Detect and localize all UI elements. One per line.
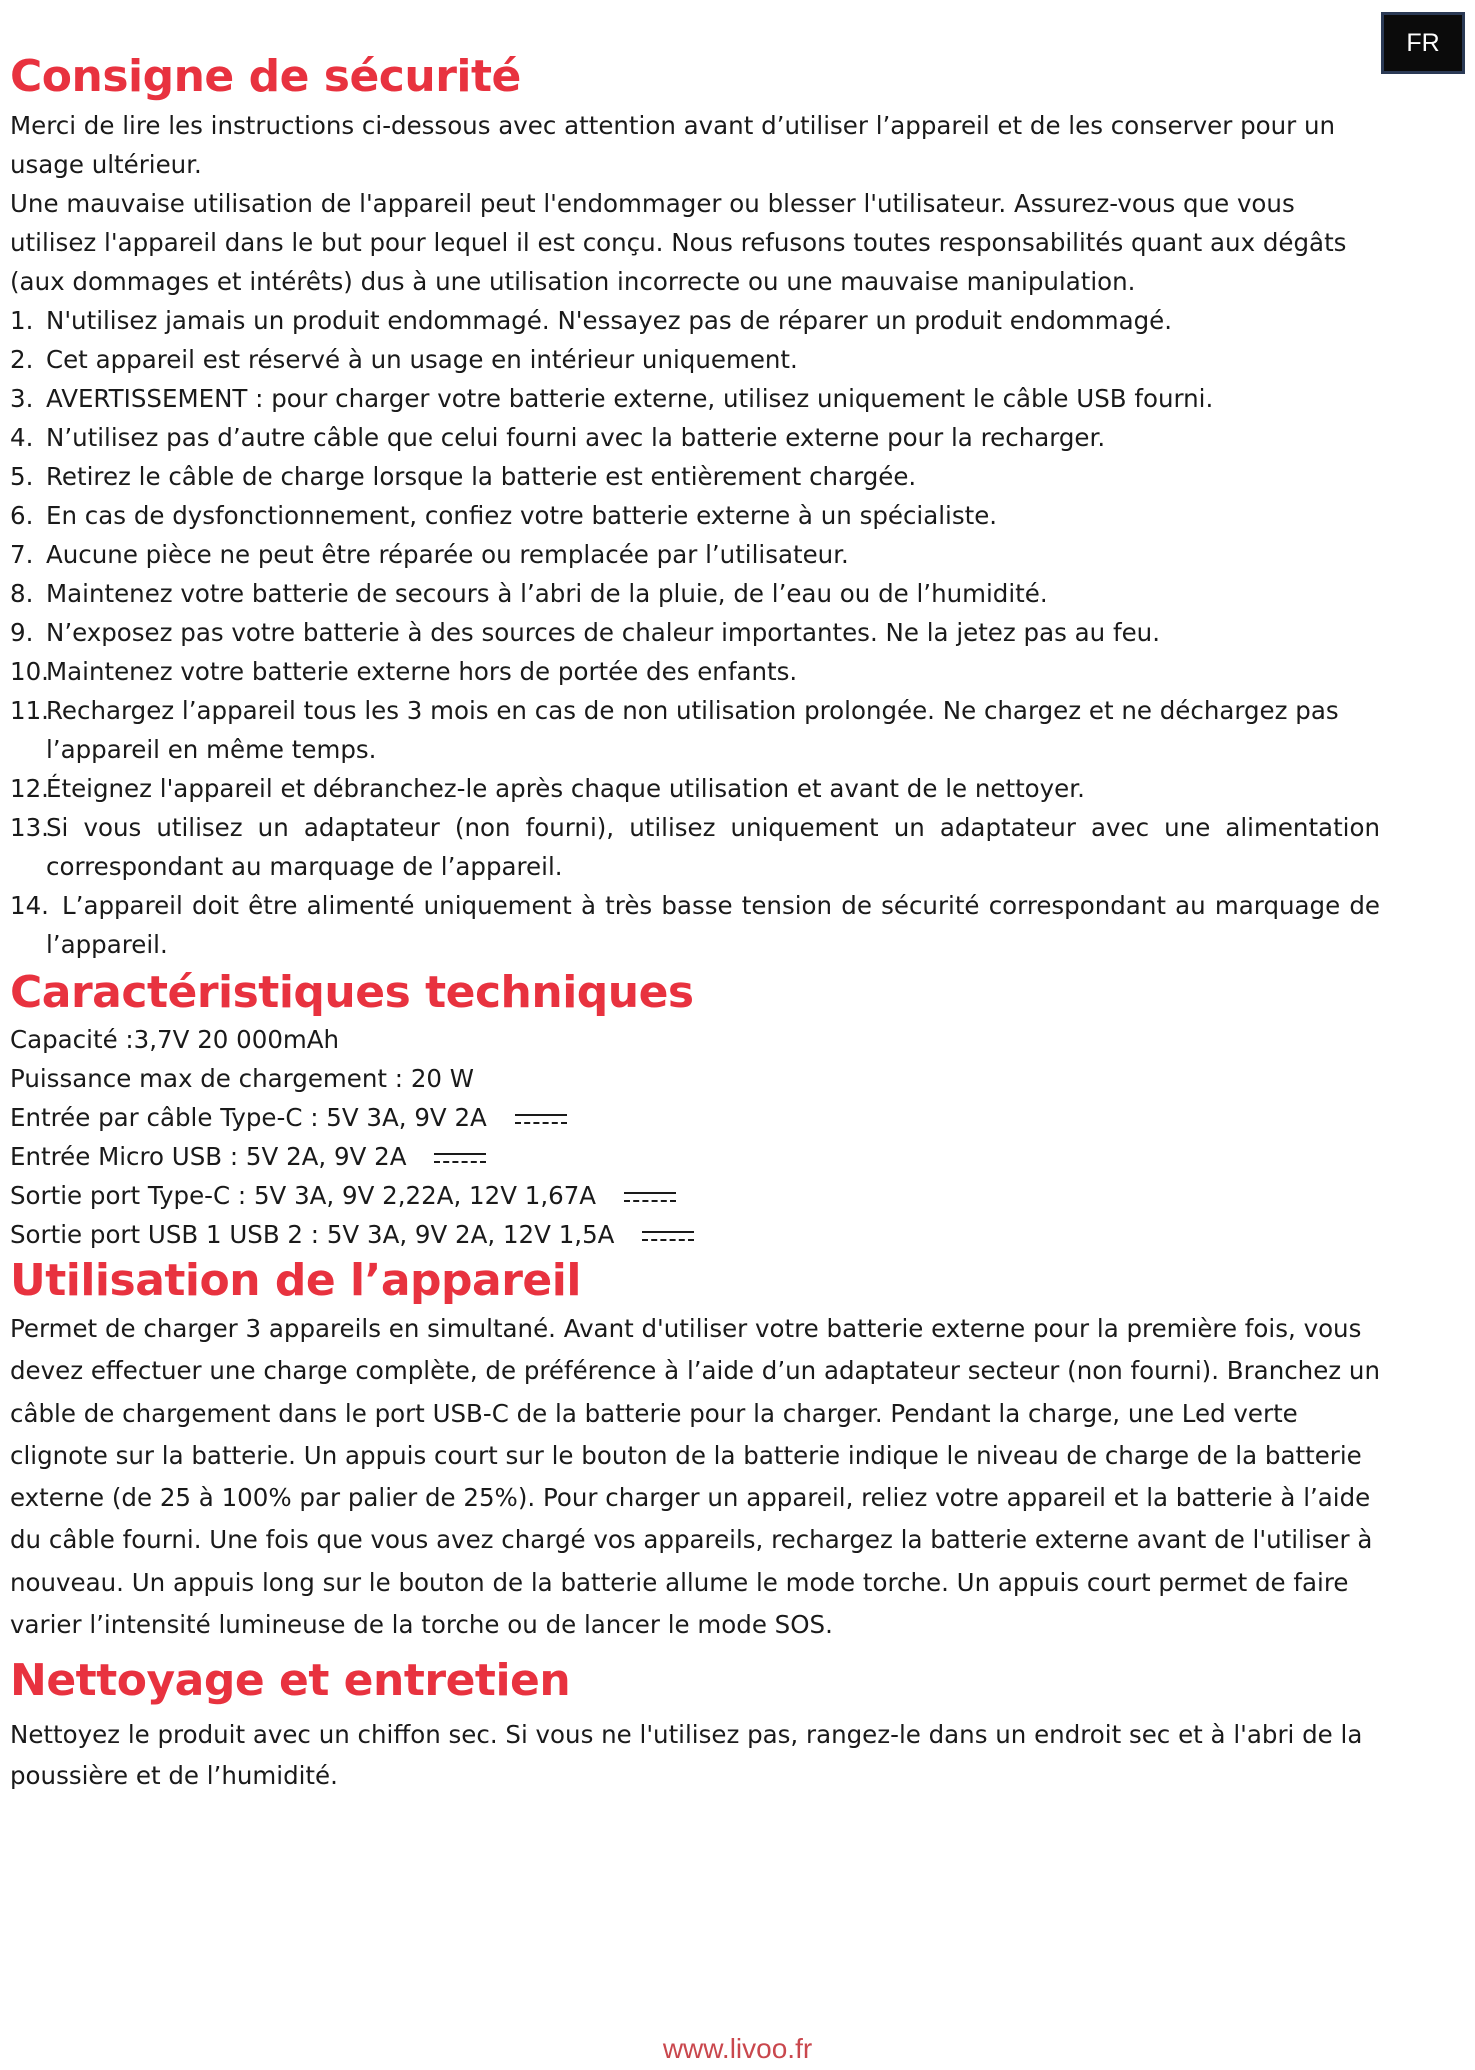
dc-symbol-icon [515, 1112, 567, 1126]
safety-rule: 14. L’appareil doit être alimenté uniquement à très basse tension de sécurité correspondant au marquage de l’appareil. [10, 891, 1380, 959]
care-section [10, 1654, 1380, 1796]
safety-rule: 7. Aucune pièce ne peut être réparée ou remplacée par l’utilisateur. [10, 540, 849, 569]
safety-rule: 2. Cet appareil est réservé à un usage en intérieur uniquement. [10, 345, 798, 374]
spec-row: Entrée Micro USB : 5V 2A, 9V 2A [10, 1137, 1380, 1176]
usage-section [10, 1254, 1380, 1646]
dc-symbol-icon [642, 1229, 694, 1243]
spec-row: Entrée par câble Type-C : 5V 3A, 9V 2A [10, 1098, 1380, 1137]
safety-rule: 8. Maintenez votre batterie de secours à l’abri de la pluie, de l’eau ou de l’humidité. [10, 579, 1048, 608]
specs-title: Caractéristiques techniques [10, 967, 694, 1018]
safety-intro-1: Merci de lire les instructions ci-dessous avec attention avant d’utiliser l’appareil et de les conserver pour un usage ultérieur. [10, 111, 1336, 179]
usage-title: Utilisation de l’appareil [10, 1255, 581, 1306]
safety-title: Consigne de sécurité [10, 51, 521, 102]
spec-row: Sortie port Type-C : 5V 3A, 9V 2,22A, 12V 1,67A [10, 1176, 1380, 1215]
safety-rule: 11.Rechargez l’appareil tous les 3 mois en cas de non utilisation prolongée. Ne chargez et ne déchargez pas l’appareil en même temps. [10, 696, 1339, 764]
document-body [10, 50, 1380, 1796]
spec-row: Capacité :3,7V 20 000mAh [10, 1025, 340, 1054]
dc-symbol-icon [434, 1151, 486, 1165]
safety-intro-2: Une mauvaise utilisation de l'appareil peut l'endommager ou blesser l'utilisateur. Assurez-vous que vous utilisez l'appareil dans le but pour lequel il est conçu. Nous refusons toutes responsabilités quant aux dégâts (aux dommages et intérêts) dus à une utilisation incorrecte ou une mauvaise manipulation. [10, 189, 1347, 296]
language-badge: FR [1381, 12, 1465, 74]
safety-rule: 13.Si vous utilisez un adaptateur (non fourni), utilisez uniquement un adaptateur avec une alimentation correspondant au marquage de l’appareil. [10, 813, 1380, 881]
usage-body: Permet de charger 3 appareils en simultané. Avant d'utiliser votre batterie externe pour la première fois, vous devez effectuer une charge complète, de préférence à l’aide d’un adaptateur secteur (non fourni). Branchez un câble de chargement dans le port USB-C de la batterie pour la charger. Pendant la charge, une Led verte clignote sur la batterie. Un appuis court sur le bouton de la batterie indique le niveau de charge de la batterie externe (de 25 à 100% par palier de 25%). Pour charger un appareil, reliez votre appareil et la batterie à l’aide du câble fourni. Une fois que vous avez chargé vos appareils, rechargez la batterie externe avant de l'utiliser à nouveau. Un appuis long sur le bouton de la batterie allume le mode torche. Un appuis court permet de faire varier l’intensité lumineuse de la torche ou de lancer le mode SOS. [10, 1314, 1380, 1640]
dc-symbol-icon [624, 1190, 676, 1204]
safety-rule: 5. Retirez le câble de charge lorsque la batterie est entièrement chargée. [10, 462, 917, 491]
safety-rule: 3. AVERTISSEMENT : pour charger votre batterie externe, utilisez uniquement le câble USB fourni. [10, 384, 1214, 413]
footer-website-link[interactable]: www.livoo.fr [662, 2033, 813, 2064]
safety-rule: 6. En cas de dysfonctionnement, confiez votre batterie externe à un spécialiste. [10, 501, 998, 530]
safety-rules-list [10, 301, 1380, 964]
specs-section [10, 966, 1380, 1254]
spec-row: Puissance max de chargement : 20 W [10, 1064, 475, 1093]
safety-rule: 4. N’utilisez pas d’autre câble que celui fourni avec la batterie externe pour la recharger. [10, 423, 1106, 452]
spec-row: Sortie port USB 1 USB 2 : 5V 3A, 9V 2A, 12V 1,5A [10, 1215, 1380, 1254]
care-body: Nettoyez le produit avec un chiffon sec. Si vous ne l'utilisez pas, rangez-le dans un endroit sec et à l'abri de la poussière et de l’humidité. [10, 1720, 1363, 1791]
safety-rule: 10.Maintenez votre batterie externe hors de portée des enfants. [10, 657, 798, 686]
safety-rule: 12.Éteignez l'appareil et débranchez-le après chaque utilisation et avant de le nettoyer. [10, 774, 1085, 803]
safety-rule: 1. N'utilisez jamais un produit endommagé. N'essayez pas de réparer un produit endommagé. [10, 306, 1173, 335]
safety-section [10, 50, 1380, 964]
care-title: Nettoyage et entretien [10, 1655, 571, 1707]
safety-rule: 9. N’exposez pas votre batterie à des sources de chaleur importantes. Ne la jetez pas au feu. [10, 618, 1160, 647]
